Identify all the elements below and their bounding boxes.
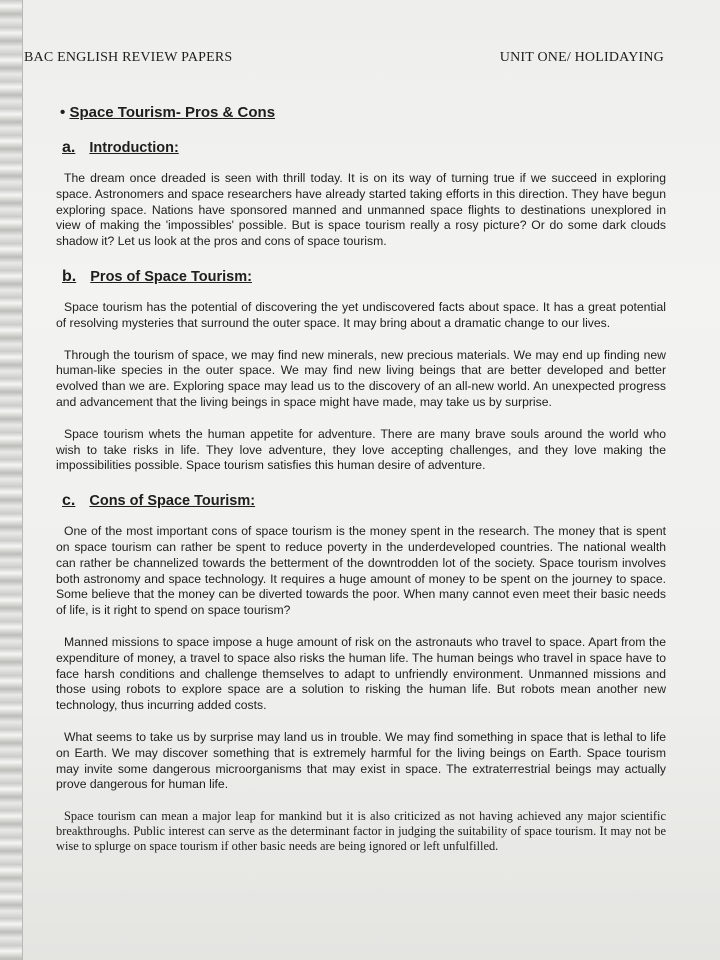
document-body (56, 100, 666, 870)
paragraph: The dream once dreaded is seen with thrill today. It is on its way of turning true if we succeed in exploring space. Astronomers and space researchers have already started taking efforts in this direction. They have begun exploring space. Nations have sponsored manned and unmanned space flights to destinations unexplored in view of making the 'impossibles' possible. But is space tourism really a rosy picture? Or do some dark clouds shadow it? Let us look at the pros and cons of space tourism. (56, 171, 666, 249)
spiral-binding (0, 0, 23, 960)
paragraph: Space tourism can mean a major leap for mankind but it is also criticized as not having achieved any major scientific breakthroughs. Public interest can serve as the determinant factor in judging the suitability of space tourism. It may not be wise to splurge on space tourism if other basic needs are being ignored or left unfulfilled. (56, 809, 666, 854)
paragraph: What seems to take us by surprise may land us in trouble. We may find something in space that is lethal to life on Earth. We may discover something that is extremely harmful for the living beings on Earth. Space tourism may invite some dangerous microorganisms that may exist in space. The extraterrestrial beings may actually prove dangerous for human life. (56, 729, 666, 792)
bullet-icon: • (60, 104, 66, 121)
paragraph: One of the most important cons of space tourism is the money spent in the research. The money that is spent on space tourism can rather be spent to reduce poverty in the underdeveloped countries. The national wealth can rather be channelized towards the betterment of the downtrodden lot of the society. Space tourism involves both astronomy and space technology. It requires a huge amount of money to be spent on the journey to space. Some believe that the money can be diverted towards the poor. When many cannot even meet their basic needs of life, is it right to spend on space tourism? (56, 524, 666, 618)
header-left: BAC ENGLISH REVIEW PAPERS (24, 50, 233, 65)
paragraph: Space tourism has the potential of discovering the yet undiscovered facts about space. It has a great potential of resolving mysteries that surround the outer space. It may bring about a dramatic change to our lives. (56, 299, 666, 330)
section-label: Introduction: (89, 140, 179, 156)
section-label: Pros of Space Tourism: (90, 268, 252, 285)
section-label: Cons of Space Tourism: (89, 493, 256, 510)
title-text: Space Tourism- Pros & Cons (69, 104, 276, 121)
header-right: UNIT ONE/ HOLIDAYING (499, 50, 664, 65)
section-letter: a. (62, 139, 76, 156)
paragraph: Manned missions to space impose a huge amount of risk on the astronauts who travel to space. Apart from the expenditure of money, a travel to space also risks the human life. The human beings who travel in space have to face harsh conditions and challenge themselves to adapt to unfriendly environment. Unmanned missions and those using robots to explore space are a solution to risking the human life. But robots mean another new technology, thus incurring added costs. (56, 634, 666, 713)
section-letter: b. (62, 267, 77, 285)
section-heading-introduction (62, 139, 666, 157)
section-letter: c. (62, 492, 76, 510)
section-heading-pros (62, 268, 666, 286)
document-title (60, 104, 666, 121)
paragraph: Through the tourism of space, we may find new minerals, new precious materials. We may end up finding new human-like species in the outer space. We may find new living beings that are better developed and better evolved than we are. Exploring space may lead us to the discovery of an all-new world. An unexpected progress and advancement that the living beings in space might have made, may take us by surprise. (56, 347, 666, 409)
section-heading-cons (62, 492, 666, 510)
paragraph: Space tourism whets the human appetite for adventure. There are many brave souls around the world who wish to take risks in life. They love adventure, they love accepting challenges, and they love making the impossibilities possible. Space tourism satisfies this human desire of adventure. (56, 426, 666, 473)
